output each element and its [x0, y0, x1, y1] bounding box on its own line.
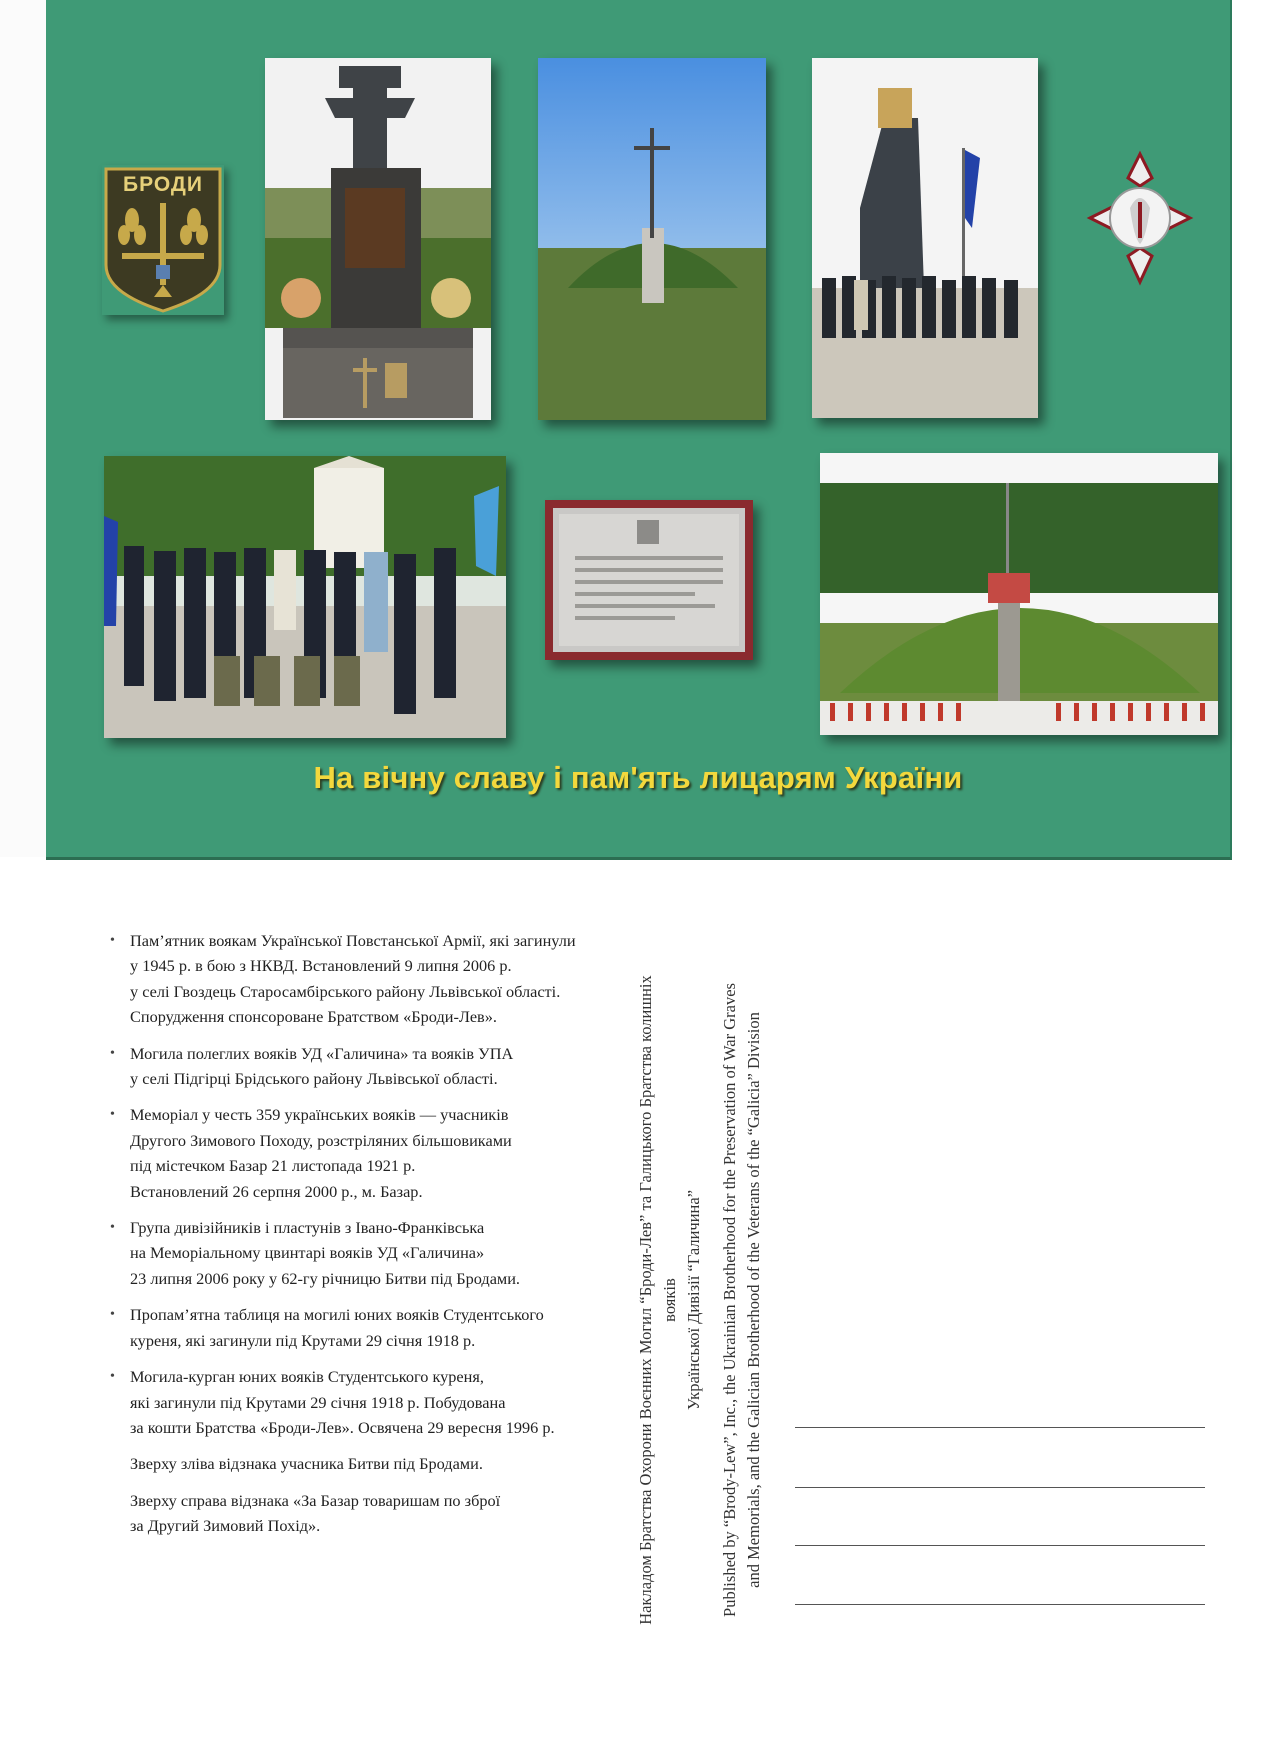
description-line: за кошти Братства «Броди-Лев». Освячена 29 вересня 1996 р.	[130, 1417, 555, 1437]
bazar-award-badge	[1086, 148, 1194, 288]
address-line	[795, 1604, 1205, 1605]
address-line	[795, 1427, 1205, 1428]
publisher-ukrainian	[634, 960, 706, 1640]
description-line: у селі Підгірці Брідського району Львівської області.	[130, 1069, 498, 1089]
description-item	[110, 1102, 670, 1204]
description-line: Встановлений 26 серпня 2000 р., м. Базар.	[130, 1181, 423, 1201]
photo-group-ivano-frankivsk	[104, 456, 506, 738]
front-caption: На вічну славу і пам'ять лицарям України	[313, 760, 963, 795]
card-left-margin	[0, 0, 46, 857]
description-item	[110, 1302, 670, 1353]
description-line: у селі Гвоздець Старосамбірського району Львівської області.	[130, 981, 561, 1001]
photo-descriptions	[110, 928, 670, 1550]
badge-label: БРОДИ	[123, 173, 203, 196]
photo-bazar-memorial	[812, 58, 1038, 418]
publisher-ua-line: Української Дивізії “Галичина”	[684, 1189, 703, 1411]
description-item	[110, 1364, 670, 1440]
photo-kurgan-kruty	[820, 453, 1218, 735]
description-line: • Могила-курган юних вояків Студентського куреня,	[130, 1367, 484, 1387]
description-item	[110, 1215, 670, 1291]
note-line: за Другий Зимовий Похід».	[130, 1516, 321, 1536]
description-line: • Могила полеглих вояків УД «Галичина» та вояків УПА	[130, 1043, 514, 1063]
description-line: 23 липня 2006 року у 62-гу річницю Битви під Бродами.	[130, 1268, 521, 1288]
note-right-badge	[130, 1488, 670, 1539]
description-line: куреня, які загинули під Крутами 29 січня 1918 р.	[130, 1330, 476, 1350]
description-line: • Група дивізійників і пластунів з Івано-Франківська	[130, 1218, 485, 1238]
description-line: • Пам’ятник воякам Української Повстанської Армії, які загинули	[130, 931, 576, 950]
description-line: Спорудження спонсороване Братством «Броди-Лев».	[130, 1007, 497, 1027]
description-line: які загинули під Крутами 29 січня 1918 р. Побудована	[130, 1392, 506, 1412]
description-line: у 1945 р. в бою з НКВД. Встановлений 9 липня 2006 р.	[130, 956, 512, 976]
photo-grave-pidhirtsi	[538, 58, 766, 420]
description-line: на Меморіальному цвинтарі вояків УД «Галичина»	[130, 1243, 485, 1263]
description-line: • Пропам’ятна таблиця на могилі юних вояків Студентського	[130, 1305, 544, 1325]
address-line	[795, 1545, 1205, 1546]
publisher-ua-line: Накладом Братства Охорони Воєнних Могил “Броди-Лев” та Галицького Братства колишніх	[636, 975, 655, 1625]
note-left-badge: Зверху зліва відзнака учасника Битви під Бродами.	[130, 1454, 483, 1474]
brody-badge	[102, 165, 224, 315]
description-line: Другого Зимового Походу, розстріляних більшовиками	[130, 1130, 512, 1150]
description-list	[110, 928, 670, 1440]
description-item	[110, 1041, 670, 1092]
photo-upa-monument	[265, 58, 491, 420]
description-line: під містечком Базар 21 листопада 1921 р.	[130, 1156, 416, 1176]
publisher-en-line: and Memorials, and the Galician Brotherhood of the Veterans of the “Galicia” Division	[744, 1012, 763, 1588]
postcard-front	[46, 0, 1232, 860]
photo-memorial-plaque	[545, 500, 753, 660]
description-line: • Меморіал у честь 359 українських вояків — учасників	[130, 1105, 509, 1125]
address-line	[795, 1487, 1205, 1488]
publisher-english	[718, 960, 766, 1640]
note-line: Зверху справа відзнака «За Базар товаришам по зброї	[130, 1490, 501, 1510]
publisher-ua-line: вояків	[660, 1278, 679, 1322]
publisher-en-line: Published by “Brody-Lew”, Inc., the Ukrainian Brotherhood for the Preservation of War Graves	[720, 983, 739, 1617]
description-item	[110, 928, 670, 1030]
